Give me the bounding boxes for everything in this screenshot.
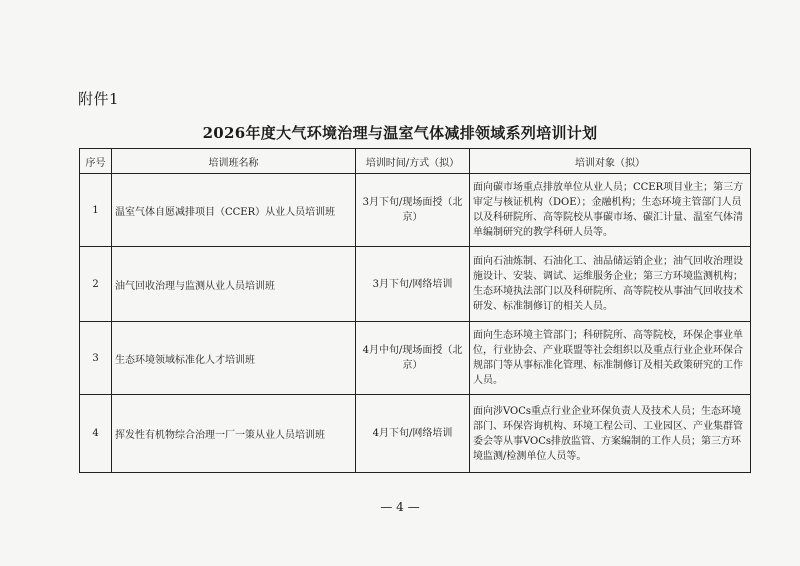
table-row <box>80 174 751 247</box>
table-header-row <box>80 149 751 174</box>
table-row <box>80 322 751 395</box>
document-title: 2026年度大气环境治理与温室气体减排领域系列培训计划 <box>202 124 598 142</box>
header-time: 培训时间/方式（拟） <box>356 149 470 174</box>
training-plan-table <box>79 148 751 473</box>
row-name: 油气回收治理与监测从业人员培训班 <box>112 247 356 322</box>
row-name: 生态环境领域标准化人才培训班 <box>112 322 356 395</box>
row-target: 面向碳市场重点排放单位从业人员；CCER项目业主；第三方审定与核证机构（DOE）；金融机构；生态环境主管部门人员以及科研院所、高等院校从事碳市场、碳汇计量、温室气体清单编制研究的教学科研人员等。 <box>470 174 751 247</box>
row-no: 2 <box>80 247 112 322</box>
row-time: 4月下旬/网络培训 <box>356 395 470 473</box>
row-target: 面向涉VOCs重点行业企业环保负责人及技术人员；生态环境部门、环保咨询机构、环境工程公司、工业园区、产业集群管委会等从事VOCs排放监管、方案编制的工作人员；第三方环境监测/检测单位人员等。 <box>470 395 751 473</box>
page-number: — 4 — <box>380 500 420 514</box>
header-name: 培训班名称 <box>112 149 356 174</box>
row-name: 温室气体自愿减排项目（CCER）从业人员培训班 <box>112 174 356 247</box>
table-row <box>80 247 751 322</box>
row-target: 面向石油炼制、石油化工、油品储运销企业；油气回收治理设施设计、安装、调试、运维服务企业；第三方环境监测机构；生态环境执法部门以及科研院所、高等院校从事油气回收技术研发、标准制修订的相关人员。 <box>470 247 751 322</box>
row-time: 3月下旬/现场面授（北京） <box>356 174 470 247</box>
row-no: 1 <box>80 174 112 247</box>
row-no: 4 <box>80 395 112 473</box>
header-no: 序号 <box>80 149 112 174</box>
row-name: 挥发性有机物综合治理一厂一策从业人员培训班 <box>112 395 356 473</box>
row-no: 3 <box>80 322 112 395</box>
row-time: 3月下旬/网络培训 <box>356 247 470 322</box>
attachment-label: 附件1 <box>78 90 120 108</box>
header-target: 培训对象（拟） <box>470 149 751 174</box>
row-time: 4月中旬/现场面授（北京） <box>356 322 470 395</box>
row-target: 面向生态环境主管部门；科研院所、高等院校，环保企事业单位，行业协会、产业联盟等社会组织以及重点行业企业环保合规部门等从事标准化管理、标准制修订及相关政策研究的工作人员。 <box>470 322 751 395</box>
table-row <box>80 395 751 473</box>
